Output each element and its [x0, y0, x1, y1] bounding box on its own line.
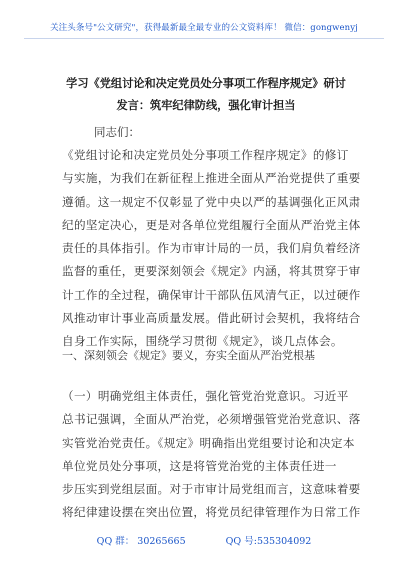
document-title	[56, 72, 356, 116]
title-line-1: 学习《党组讨论和决定党员处分事项工作程序规定》研讨	[66, 76, 346, 90]
header-promo-note: 关注头条号"公文研究"，获得最新最全最专业的公文资料库！ 微信：gongwenyj	[50, 23, 358, 33]
paragraph-line: 监督的重任，更要深刻领会《规定》内涵，将其贯穿于审	[62, 264, 361, 279]
footer-qq-group: QQ 群： 30265665	[96, 536, 186, 547]
paragraph-line: 单位党员处分事项，这是将管党治党的主体责任进一	[62, 458, 337, 473]
paragraph-line: 实管党治党责任。《规定》明确指出党组要讨论和决定本	[62, 435, 355, 450]
paragraph-line: （一）明确党组主体责任，强化管党治党意识。习近平	[62, 389, 349, 403]
paragraph-line: 自身工作实际，围绕学习贯彻《规定》，谈几点体会。	[62, 334, 343, 349]
section-heading: 一、深刻领会《规定》要义，夯实全面从严治党根基	[62, 349, 315, 362]
paragraph-line: 风推动审计事业高质量发展。借此研讨会契机，我将结合	[62, 310, 361, 325]
paragraph-line: 与实施，为我们在新征程上推进全面从严治党提供了重要	[62, 171, 361, 186]
header-divider	[24, 38, 384, 39]
paragraph-line: 责任的具体指引。作为市审计局的一员，我们肩负着经济	[62, 241, 361, 255]
paragraph-intro	[62, 144, 361, 237]
paragraph-line: 将纪律建设摆在突出位置，将党员纪律管理作为日常工作	[62, 505, 361, 520]
paragraph-line: 计工作的全过程，确保审计干部队伍风清气正，以过硬作	[62, 287, 361, 302]
footer-contact	[0, 533, 408, 547]
title-line-2: 发言：筑牢纪律防线，强化审计担当	[116, 98, 296, 112]
paragraph-line: 纪的坚定决心，更是对各单位党组履行全面从严治党主体	[62, 217, 361, 232]
paragraph-line: 步压实到党组层面。对于市审计局党组而言，这意味着要	[62, 482, 361, 497]
greeting: 同志们：	[94, 125, 140, 139]
paragraph-line: 遵循。这一规定不仅彰显了党中央以严的基调强化正风肃	[62, 194, 361, 209]
paragraph-line: 总书记强调，全面从严治党，必须增强管党治党意识、落	[62, 412, 361, 427]
paragraph-intro-continued	[62, 237, 361, 353]
paragraph-line: 《党组讨论和决定党员处分事项工作程序规定》的修订	[62, 148, 349, 162]
paragraph-section-1	[62, 385, 361, 525]
footer-qq-number: QQ 号:535304092	[225, 536, 312, 547]
